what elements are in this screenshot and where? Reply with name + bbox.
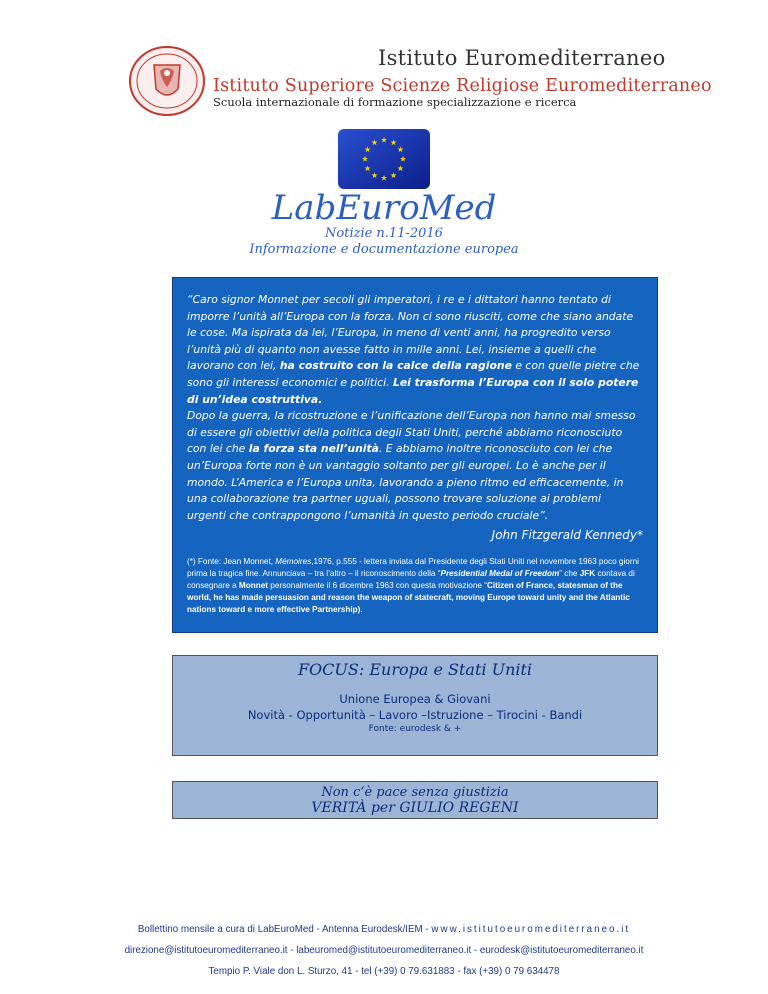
- footer-emails[interactable]: direzione@istitutoeuromediterraneo.it - labeuromed@istitutoeuromediterraneo.it - eurodesk@istitutoeuromediterraneo.it: [124, 945, 644, 956]
- footer-line-1: [0, 924, 768, 935]
- regeni-line-1: Non c’è pace senza giustizia: [321, 785, 509, 800]
- footer-text: Bollettino mensile a cura di LabEuroMed - Antenna Eurodesk/IEM -: [137, 924, 432, 935]
- kennedy-quote-box: [172, 277, 658, 633]
- footnote-bold: Presidential Medal of Freedom: [440, 569, 560, 579]
- issue-number: Notizie n.11-2016: [325, 226, 443, 241]
- regeni-box: [172, 781, 658, 819]
- focus-line-2: Novità - Opportunità – Lavoro –Istruzione – Tirocini - Bandi: [247, 708, 583, 722]
- footnote-part: ” che: [559, 569, 580, 579]
- footnote-part: .: [360, 605, 363, 615]
- quote-part: e con quelle pietre che sono gli interessi economici e politici.: [187, 359, 640, 389]
- quote-emphasis: la forza sta nell’unità: [248, 442, 379, 456]
- focus-box: [172, 655, 658, 756]
- institute-title: Istituto Euromediterraneo: [378, 46, 666, 70]
- footnote-part: ,1976, p.555 - lettera inviata dal Presidente degli Stati Uniti nel novembre 1963 poco giorni prima la tragica fine. Annunciava – tra l’altro – il riconoscimento della “: [187, 557, 639, 579]
- footnote-bold: Monnet: [238, 581, 269, 591]
- footnote-bold: JFK: [579, 569, 596, 579]
- footnote-part: contava di consegnare a: [187, 569, 635, 591]
- quote-author: John Fitzgerald Kennedy*: [491, 528, 643, 543]
- focus-title: FOCUS: Europa e Stati Uniti: [297, 660, 533, 679]
- footer-address: Tempio P. Viale don L. Sturzo, 41 - tel (+39) 0 79.631883 - fax (+39) 0 79 634478: [208, 966, 560, 977]
- footer-website-link[interactable]: www.istitutoeuromediterraneo.it: [431, 924, 631, 935]
- regeni-line-2: VERITÀ per GIULIO REGENI: [311, 800, 519, 816]
- newsletter-subtitle: Informazione e documentazione europea: [249, 242, 519, 257]
- quote-part: Dopo la guerra, la ricostruzione e l’unificazione dell’Europa non hanno mai smesso di essere gli obiettivi della politica degli Stati Uniti, perché abbiamo riconosciuto con lei che: [187, 409, 636, 456]
- focus-line-1: Unione Europea & Giovani: [339, 692, 491, 706]
- institute-school-line: Scuola internazionale di formazione specializzazione e ricerca: [213, 95, 577, 109]
- institute-seal-logo: [128, 45, 206, 117]
- quote-emphasis: Lei trasforma l’Europa con il solo potere di un’idea costruttiva.: [187, 375, 639, 406]
- quote-text: [187, 292, 643, 524]
- footnote-part: personalmente il 6 dicembre 1963 con questa motivazione “: [268, 581, 487, 591]
- eu-flag-icon: [337, 128, 431, 190]
- newsletter-title: LabEuroMed: [271, 188, 497, 228]
- quote-part: . E abbiamo inoltre riconosciuto con lei che un’Europa forte non è un vantaggio soltanto per gli europei. Lo è anche per il mondo. L’America e l’Europa unita, lavorando a pieno ritmo ed efficacemente, in una collaborazione tra partner uguali, possono trovare soluzione ai problemi urgenti che contrappongono l’umanità in questo periodo cruciale”.: [187, 442, 624, 522]
- institute-subtitle: Istituto Superiore Scienze Religiose Euromediterraneo: [213, 76, 712, 96]
- focus-source: Fonte: eurodesk & +: [368, 724, 462, 734]
- footnote-bold: Citizen of France, statesman of the world, he has made persuasion and reason the weapon of statecraft, moving Europe toward unity and the Atlantic nations toward e more effective Partnership): [187, 581, 630, 615]
- footnote-part: (*) Fonte: Jean Monnet,: [187, 557, 276, 567]
- quote-footnote: [187, 556, 643, 616]
- quote-emphasis: ha costruito con la calce della ragione: [279, 359, 512, 373]
- footnote-italic: Mémoires: [275, 557, 312, 567]
- quote-part: “Caro signor Monnet per secoli gli imperatori, i re e i dittatori hanno tentato di imporre l’unità all’Europa con la forza. Non ci sono riusciti, come che siano andate le cose. Ma ispirata da lei, l’Europa, in meno di venti anni, ha progredito verso l’unità più di quanto non avesse fatto in mille anni. Lei, insieme a quelli che lavorano con lei,: [187, 293, 634, 373]
